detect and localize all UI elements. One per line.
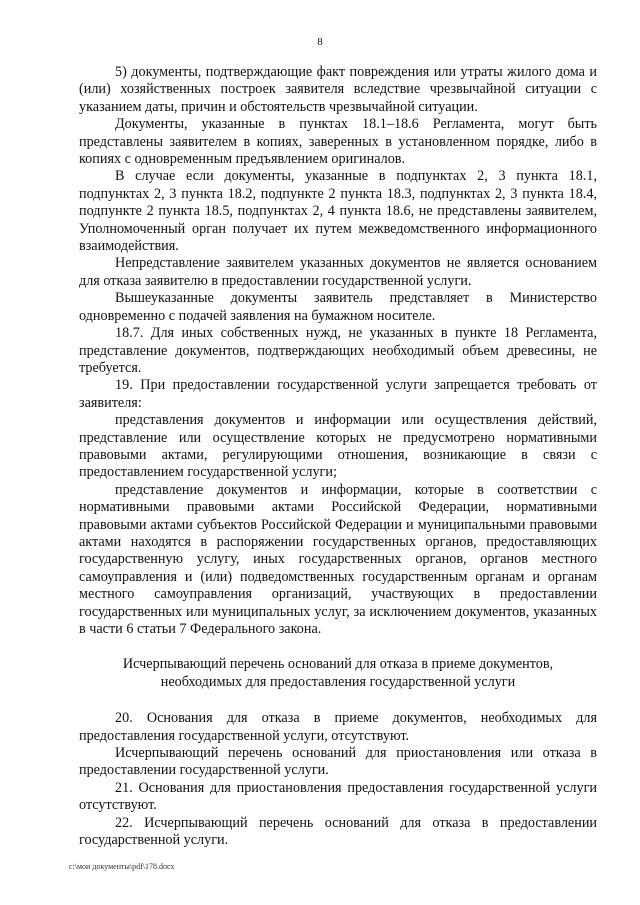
paragraph-21: 21. Основания для приостановления предоставления государственной услуги отсутствуют. — [79, 779, 597, 814]
paragraph-18-7: 18.7. Для иных собственных нужд, не указанных в пункте 18 Регламента, представление документов, подтверждающих необходимый объем древесины, не требуется. — [79, 325, 597, 376]
paragraph-copies: Документы, указанные в пунктах 18.1–18.6 Регламента, могут быть представлены заявителем в копиях, заверенных в установленном порядке, либо в копиях с одновременным предъявлением оригиналов. — [79, 116, 597, 168]
paragraph-19-item-2: представление документов и информации, которые в соответствии с нормативными правовыми актами Российской Федерации, нормативными правовыми актами субъектов Российской Федерации и муниципальными правовыми актами находятся в распоряжении государственных органов, предоставляющих государственную услугу, иных государственных органов, органов местного самоуправления и (или) подведомственных государственным органам и органам местного самоуправления организаций, участвующих в предоставлении государственных или муниципальных услуг, за исключением документов, указанных в части 6 статьи 7 Федерального закона. — [79, 481, 597, 637]
page-number: 8 — [317, 36, 323, 48]
paragraph-22: 22. Исчерпывающий перечень оснований для отказа в предоставлении государственной услуги. — [79, 814, 597, 849]
paragraph-suspension-list: Исчерпывающий перечень оснований для приостановления или отказа в предоставлении государственной услуги. — [79, 745, 597, 779]
footer-file-path: c:\мои документы\pdf\178.docx — [69, 862, 175, 871]
paragraph-non-submission: Непредставление заявителем указанных документов не является основанием для отказа заявителю в предоставлении государственной услуги. — [79, 255, 597, 289]
paragraph-interagency: В случае если документы, указанные в подпунктах 2, 3 пункта 18.1, подпунктах 2, 3 пункта 18.2, подпункте 2 пункта 18.3, подпунктах 2, 3 пункта 18.4, подпункте 2 пункта 18.5, подпунктах 2, 4 пункта 18.6, не представлены заявителем, Уполномоченный орган получает их путем межведомственного информационного взаимодействия. — [79, 168, 597, 255]
section-heading: Исчерпывающий перечень оснований для отказа в приеме документов, необходимых для предоставления государственной услуги — [122, 656, 554, 690]
paragraph-item-5-documents: 5) документы, подтверждающие факт повреждения или утраты жилого дома и (или) хозяйственных построек заявителя вследствие чрезвычайной ситуации с указанием даты, причин и обстоятельств чрезвычайной ситуации. — [79, 64, 597, 115]
paragraph-20: 20. Основания для отказа в приеме документов, необходимых для предоставления государственной услуги, отсутствуют. — [79, 710, 597, 744]
paragraph-19: 19. При предоставлении государственной услуги запрещается требовать от заявителя: — [79, 377, 597, 411]
paragraph-19-item-1: представления документов и информации или осуществления действий, представление или осуществление которых не предусмотрено нормативными правовыми актами, регулирующими отношения, возникающие в связи с предоставлением государственной услуги; — [79, 412, 597, 481]
document-body — [79, 64, 597, 849]
paragraph-submission: Вышеуказанные документы заявитель представляет в Министерство одновременно с подачей заявления на бумажном носителе. — [79, 290, 597, 324]
